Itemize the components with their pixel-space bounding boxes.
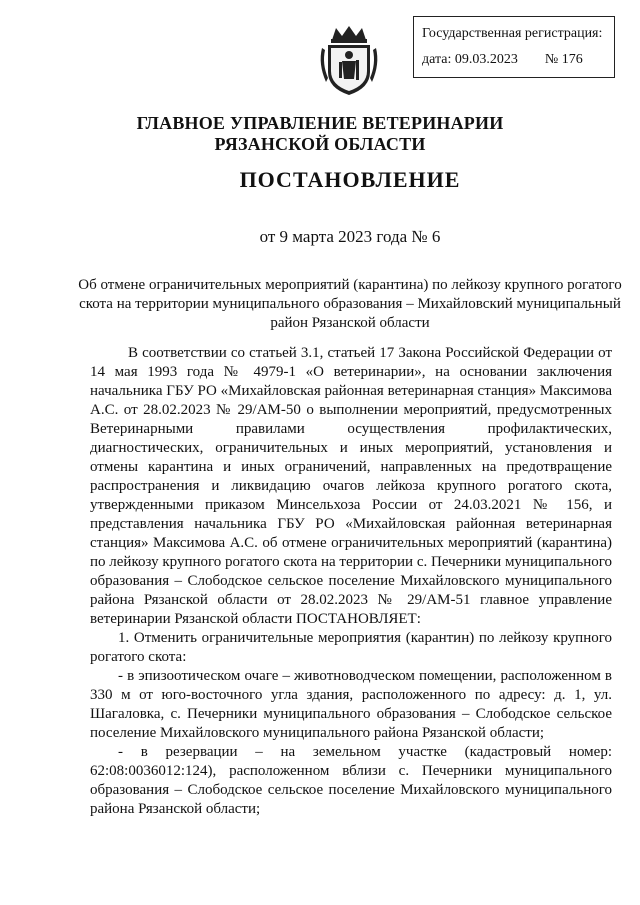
resolution-subitem-1: - в эпизоотическом очаге – животноводческом помещении, расположенном в 330 м от юго-восточного угла здания, расположенного по адресу: д. 1, ул. Шагаловка, с. Печерники муниципального образования – Слободское сельское поселение Михайловского муниципального района Рязанской области; <box>90 668 612 741</box>
resolution-subitem-2: - в резервации – на земельном участке (кадастровый номер: 62:08:0036012:124), расположенном вблизи с. Печерники муниципального образования – Слободское сельское поселение Михайловского муниципального района Рязанской области; <box>90 744 612 817</box>
agency-header <box>0 113 640 155</box>
ryazan-coat-of-arms-icon <box>318 24 380 98</box>
registration-date: дата: 09.03.2023 <box>422 52 518 67</box>
document-date: от 9 марта 2023 года № 6 <box>259 227 441 246</box>
agency-line-2: РЯЗАНСКОЙ ОБЛАСТИ <box>214 134 426 154</box>
registration-box <box>413 16 615 78</box>
registration-label: Государственная регистрация: <box>422 26 603 41</box>
document-body <box>90 344 612 819</box>
resolution-item-1: 1. Отменить ограничительные мероприятия (карантин) по лейкозу крупного рогатого скота: <box>90 630 612 665</box>
document-type: ПОСТАНОВЛЕНИЕ <box>239 167 461 192</box>
document-subject: Об отмене ограничительных мероприятий (карантина) по лейкозу крупного рогатого скота на территории муниципального образования – Михайловский муниципальный район Рязанской области <box>78 277 622 331</box>
preamble-paragraph: В соответствии со статьей 3.1, статьей 17 Закона Российской Федерации от 14 мая 1993 года № 4979-1 «О ветеринарии», на основании заключения начальника ГБУ РО «Михайловская районная ветеринарная станция» Максимова А.С. от 28.02.2023 № 29/АМ-50 о выполнении мероприятий, предусмотренных Ветеринарными правилами осуществления профилактических, диагностических, ограничительных и иных мероприятий, установления и отмены карантина и иных ограничений, направленных на предотвращение распространения и ликвидацию очагов лейкоза крупного рогатого скота, утвержденными приказом Минсельхоза России от 24.03.2021 № 156, и представления начальника ГБУ РО «Михайловская районная ветеринарная станция» Максимова А.С. об отмене ограничительных мероприятий (карантина) по лейкозу крупного рогатого скота на территории с. Печерники муниципального образования – Слободское сельское поселение Михайловского муниципального района Рязанской области от 28.02.2023 № 29/АМ-51 главное управление ветеринарии Рязанской области ПОСТАНОВЛЯЕТ: <box>90 345 612 627</box>
agency-line-1: ГЛАВНОЕ УПРАВЛЕНИЕ ВЕТЕРИНАРИИ <box>136 113 504 133</box>
registration-number: № 176 <box>544 52 583 67</box>
